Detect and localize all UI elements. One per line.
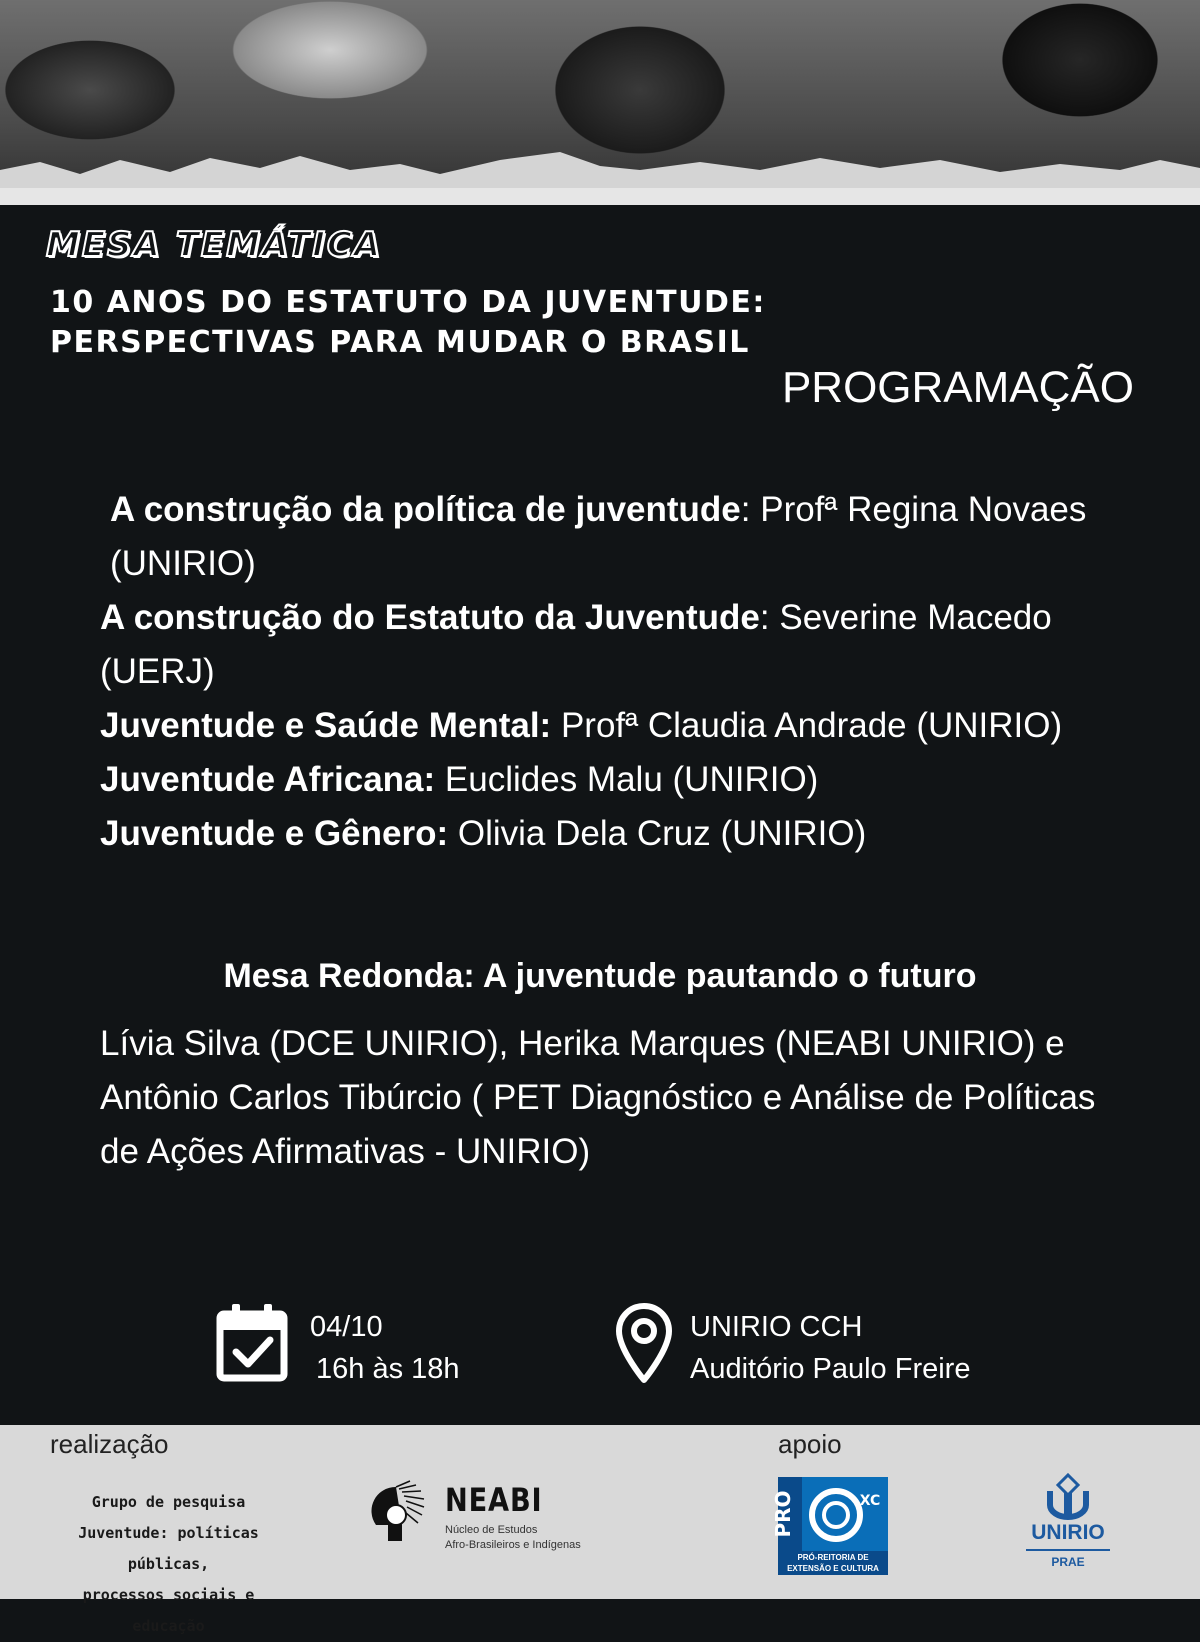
proexc-emblem-icon [771,1477,888,1551]
map-pin-icon [615,1302,673,1384]
event-date: 04/10 [310,1311,383,1343]
event-info [0,1300,1200,1400]
round-table-participants: Lívia Silva (DCE UNIRIO), Herika Marques (NEABI UNIRIO) e Antônio Carlos Tibúrcio ( PET Diagnóstico e Análise de Políticas de Ações Afirmativas - UNIRIO) [100,1024,1096,1171]
event-venue: UNIRIO CCH [690,1311,863,1343]
neabi-description: Núcleo de Estudos Afro-Brasileiros e Indígenas [445,1524,581,1551]
program-topic: Juventude e Saúde Mental: [100,706,552,745]
round-table-title: Mesa Redonda: A juventude pautando o futuro [223,957,977,995]
event-room: Auditório Paulo Freire [690,1353,971,1385]
event-time: 16h às 18h [316,1353,460,1385]
svg-text:XC: XC [859,1493,881,1509]
program-topic: A construção do Estatuto da Juventude [100,598,760,637]
program-item [100,807,1110,861]
program-speaker: Euclides Malu (UNIRIO) [444,760,819,799]
program-list [100,483,1110,861]
apoio-label: apoio [778,1429,842,1459]
calendar-check-icon [216,1302,288,1382]
event-title-line1: 10 ANOS DO ESTATUTO DA JUVENTUDE: [50,285,766,320]
header-photo-banner [0,0,1200,205]
neabi-logo-icon [366,1479,426,1549]
program-speaker: Severine Macedo (UERJ) [100,598,1052,691]
unirio-name: UNIRIO [1031,1521,1105,1544]
program-item [100,699,1110,753]
program-item: A construção da política de juventude: Profª Regina Novaes (UNIRIO) [110,490,1087,583]
event-title-line2: PERSPECTIVAS PARA MUDAR O BRASIL [50,325,750,360]
event-title [50,283,810,363]
footer [0,1425,1200,1635]
program-item [100,753,1110,807]
program-topic: A construção da política de juventude [110,490,741,529]
event-location [690,1306,970,1390]
main-content [0,205,1200,1425]
program-speaker: Olivia Dela Cruz (UNIRIO) [457,814,867,853]
mesa-tematica-label: MESA TEMÁTICA [46,225,383,265]
programacao-heading: PROGRAMAÇÃO [781,363,1134,412]
unirio-prae: PRAE [1051,1555,1085,1569]
svg-text:PRO: PRO [771,1490,795,1538]
proexc-caption: PRÓ-REITORIA DE EXTENSÃO E CULTURA [778,1551,888,1575]
program-topic: Juventude e Gênero: [100,814,449,853]
program-item: A construção do Estatuto da Juventude: Severine Macedo (UERJ) [100,598,1052,691]
unirio-emblem-icon [1022,1473,1114,1521]
unirio-divider [1026,1549,1110,1551]
realizacao-label: realização [50,1429,169,1459]
neabi-name: NEABI [445,1481,543,1519]
program-speaker: Profª Claudia Andrade (UNIRIO) [560,706,1063,745]
program-topic: Juventude Africana: [100,760,436,799]
program-speaker: Profª Regina Novaes (UNIRIO) [110,490,1087,583]
proexc-logo [771,1477,888,1575]
grupo-pesquisa-logo: Grupo de pesquisa Juventude: políticas públicas, processos sociais e educação [78,1493,259,1635]
event-datetime [310,1306,460,1390]
torn-paper-edge [0,140,1200,205]
unirio-logo [1022,1473,1114,1583]
